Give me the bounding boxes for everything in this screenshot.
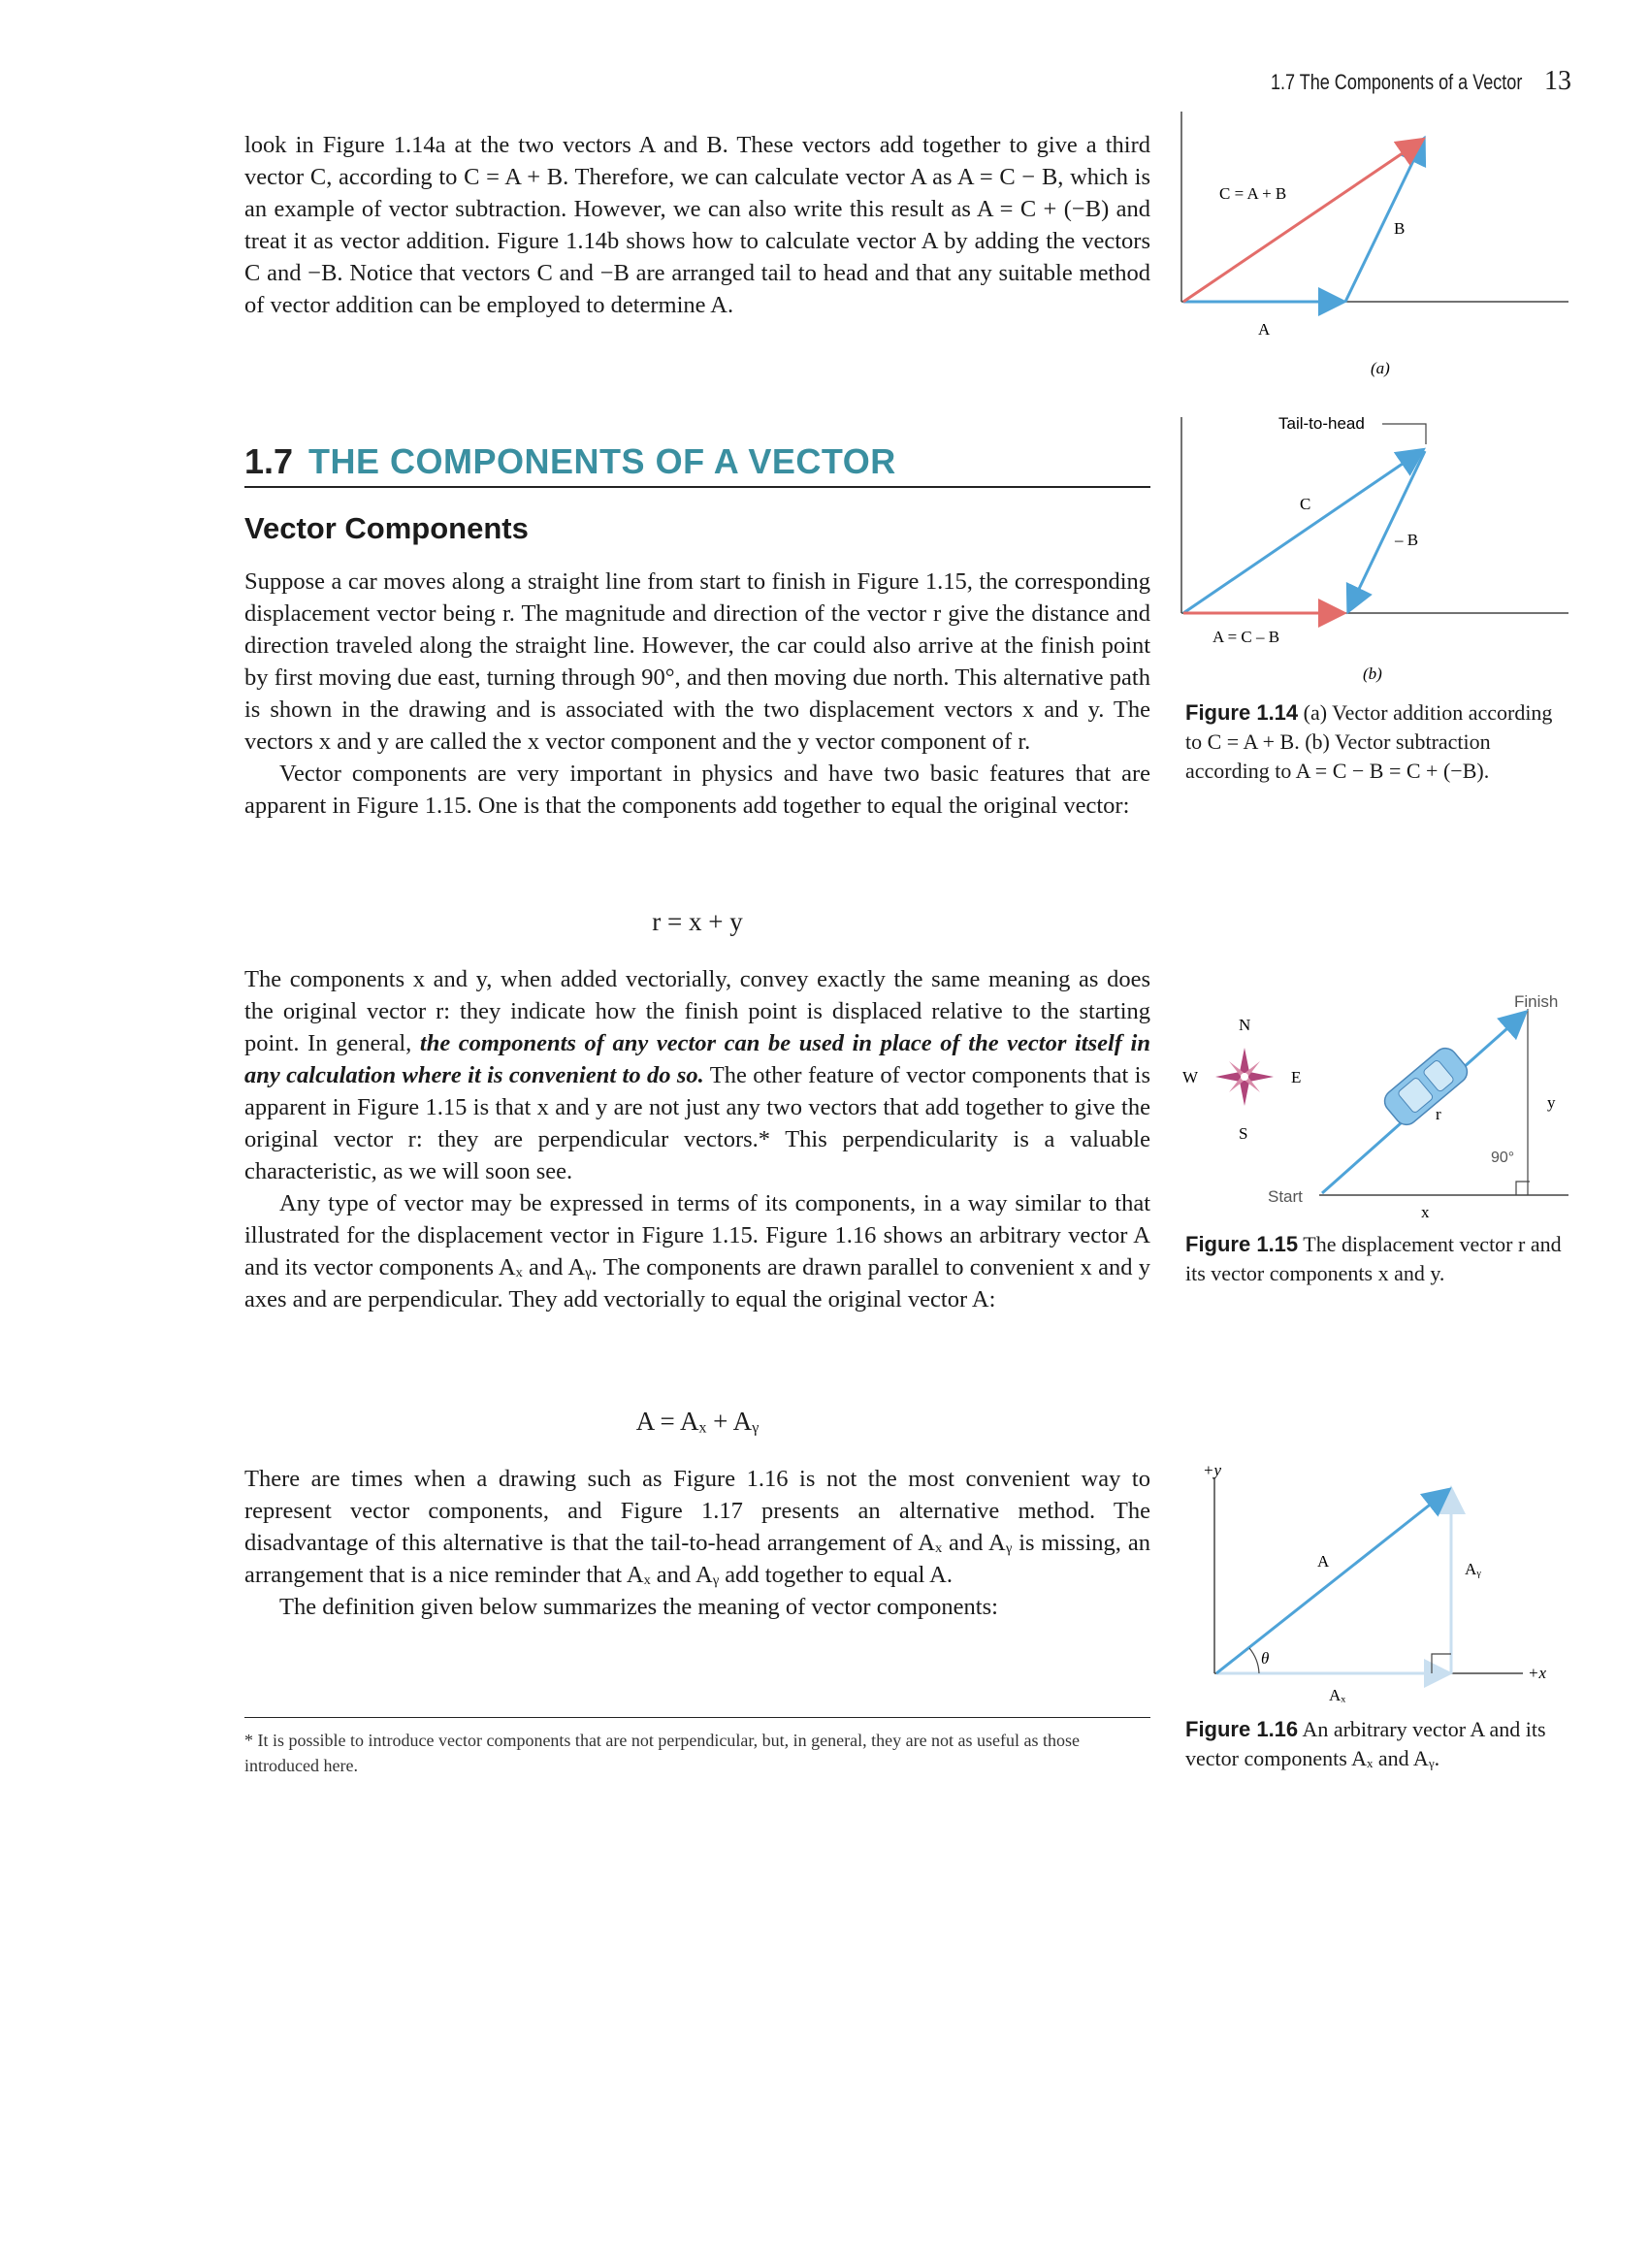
paragraph-5: There are times when a drawing such as Figure 1.16 is not the most convenient way to represent vector components, and Figure 1.17 presents an alternative method. The disadvantage of this alternative is that the tail-to-head arrangement of Aₓ and Aᵧ is missing, an arrangement that is a nice reminder that Aₓ and Aᵧ add together to equal A. — [244, 1466, 1150, 1588]
figure-1-14a — [1179, 112, 1576, 383]
caption-figure-1-15 — [1185, 1230, 1573, 1288]
label-neg-b: – B — [1395, 531, 1419, 549]
equation-a: A = Aₓ + Aᵧ — [635, 1407, 760, 1436]
caption-figure-1-16 — [1185, 1715, 1573, 1773]
page-number: 13 — [1544, 66, 1571, 96]
body-part-1 — [244, 566, 1150, 822]
label-plus-y: +y — [1203, 1461, 1222, 1479]
figure-tag-b: (b) — [1363, 664, 1382, 683]
intro-paragraph: look in Figure 1.14a at the two vectors A and B. These vectors add together to give a third vector C, according to C = A + B. Therefore, we can calculate vector A as A = C − B, which is an example of vector subtraction. However, we can also write this result as A = C + (−B) and treat it as vector addition. Figure 1.14b shows how to calculate vector A by adding the vectors C and −B. Notice that vectors C and −B are arranged tail to head and that any suitable method of vector addition can be employed to determine A. — [244, 132, 1150, 318]
tail-to-head-leader — [1382, 424, 1426, 444]
caption-figure-1-14 — [1185, 698, 1573, 786]
label-a: A — [1317, 1552, 1330, 1571]
figure-tag-a: (a) — [1371, 359, 1390, 377]
figure-1-15 — [1179, 980, 1576, 1222]
label-finish: Finish — [1514, 992, 1559, 1011]
label-b: B — [1394, 219, 1406, 238]
caption-text: The displacement vector r and its vector components x and y. — [1185, 1232, 1562, 1285]
running-header-section: 1.7 The Components of a Vector — [1271, 70, 1523, 94]
label-a: A — [1258, 320, 1271, 339]
body-part-2 — [244, 963, 1150, 1315]
subsection-heading: Vector Components — [244, 511, 529, 545]
label-theta: θ — [1261, 1649, 1270, 1668]
paragraph-2: Vector components are very important in physics and have two basic features that are apparent in Figure 1.15. One is that the components add together to equal the original vector: — [244, 761, 1150, 819]
label-c-equals: C = A + B — [1219, 184, 1287, 203]
caption-label: Figure 1.16 — [1185, 1717, 1299, 1741]
compass-e: E — [1291, 1068, 1302, 1086]
compass-w: W — [1182, 1068, 1199, 1086]
angle-arc — [1249, 1648, 1259, 1673]
right-angle-mark — [1432, 1654, 1451, 1673]
label-plus-x: +x — [1528, 1664, 1547, 1682]
label-r: r — [1436, 1105, 1441, 1123]
paragraph-6: The definition given below summarizes the meaning of vector components: — [279, 1594, 998, 1620]
car-icon — [1380, 1044, 1472, 1129]
label-x: x — [1421, 1203, 1430, 1221]
caption-label: Figure 1.15 — [1185, 1232, 1299, 1256]
vector-a — [1216, 1491, 1447, 1673]
caption-label: Figure 1.14 — [1185, 700, 1299, 725]
label-start: Start — [1268, 1187, 1303, 1206]
caption-text: An arbitrary vector A and its vector components Aₓ and Aᵧ. — [1185, 1717, 1546, 1770]
label-c: C — [1300, 495, 1311, 513]
compass-s: S — [1239, 1124, 1248, 1143]
section-number: 1.7 — [244, 441, 294, 481]
compass-rose-icon — [1215, 1048, 1274, 1106]
paragraph-4: Any type of vector may be expressed in terms of its components, in a way similar to that illustrated for the displacement vector in Figure 1.15. Figure 1.16 shows an arbitrary vector A and its vector components Aₓ and Aᵧ. The components are drawn parallel to convenient x and y axes and are perpendicular. They add vectorially to equal the original vector A: — [244, 1190, 1150, 1312]
running-header — [1203, 66, 1571, 97]
label-y: y — [1547, 1093, 1556, 1112]
equation-r: r = x + y — [652, 907, 743, 936]
label-ay: Aᵧ — [1465, 1560, 1481, 1578]
emphasis-text: the components of any vector can be used in place of the vector itself in any calculation where it is convenient to do so. — [244, 1030, 1150, 1088]
section-title: THE COMPONENTS OF A VECTOR — [308, 441, 896, 481]
figure-1-14b — [1179, 407, 1576, 689]
body-part-3 — [244, 1463, 1150, 1623]
paragraph-3: The components x and y, when added vectorially, convey exactly the same meaning as does the original vector r: they indicate how the finish point is displaced relative to the starting point. In general, the components of any vector can be used in place of the vector itself in any calculation where it is convenient to do so. The other feature of vector components that is apparent in Figure 1.15 is that x and y are not just any two vectors that add together to give the original vector r: they are perpendicular vectors.* This perpendicularity is a valuable characteristic, as we will soon see. — [244, 966, 1150, 1184]
label-ax: Aₓ — [1329, 1686, 1346, 1704]
figure-1-16 — [1193, 1460, 1576, 1712]
caption-text: (a) Vector addition according to C = A + B. (b) Vector subtraction according to A = C − B = C + (−B). — [1185, 700, 1553, 783]
label-90-degrees: 90° — [1491, 1150, 1515, 1166]
paragraph-1: Suppose a car moves along a straight line from start to finish in Figure 1.15, the corresponding displacement vector being r. The magnitude and direction of the vector r give the distance and direction traveled along the straight line. However, the car could also arrive at the finish point by first moving due east, turning through 90°, and then moving due north. This alternative path is shown in the drawing and is associated with the two displacement vectors x and y. The vectors x and y are called the x vector component and the y vector component of r. — [244, 568, 1150, 755]
label-tail-to-head: Tail-to-head — [1278, 414, 1365, 433]
footnote: * It is possible to introduce vector components that are not perpendicular, but, in general, they are not as useful as those introduced here. — [244, 1717, 1150, 1778]
label-a-equals: A = C – B — [1212, 628, 1280, 646]
compass-n: N — [1239, 1016, 1251, 1034]
section-heading — [244, 441, 1150, 488]
